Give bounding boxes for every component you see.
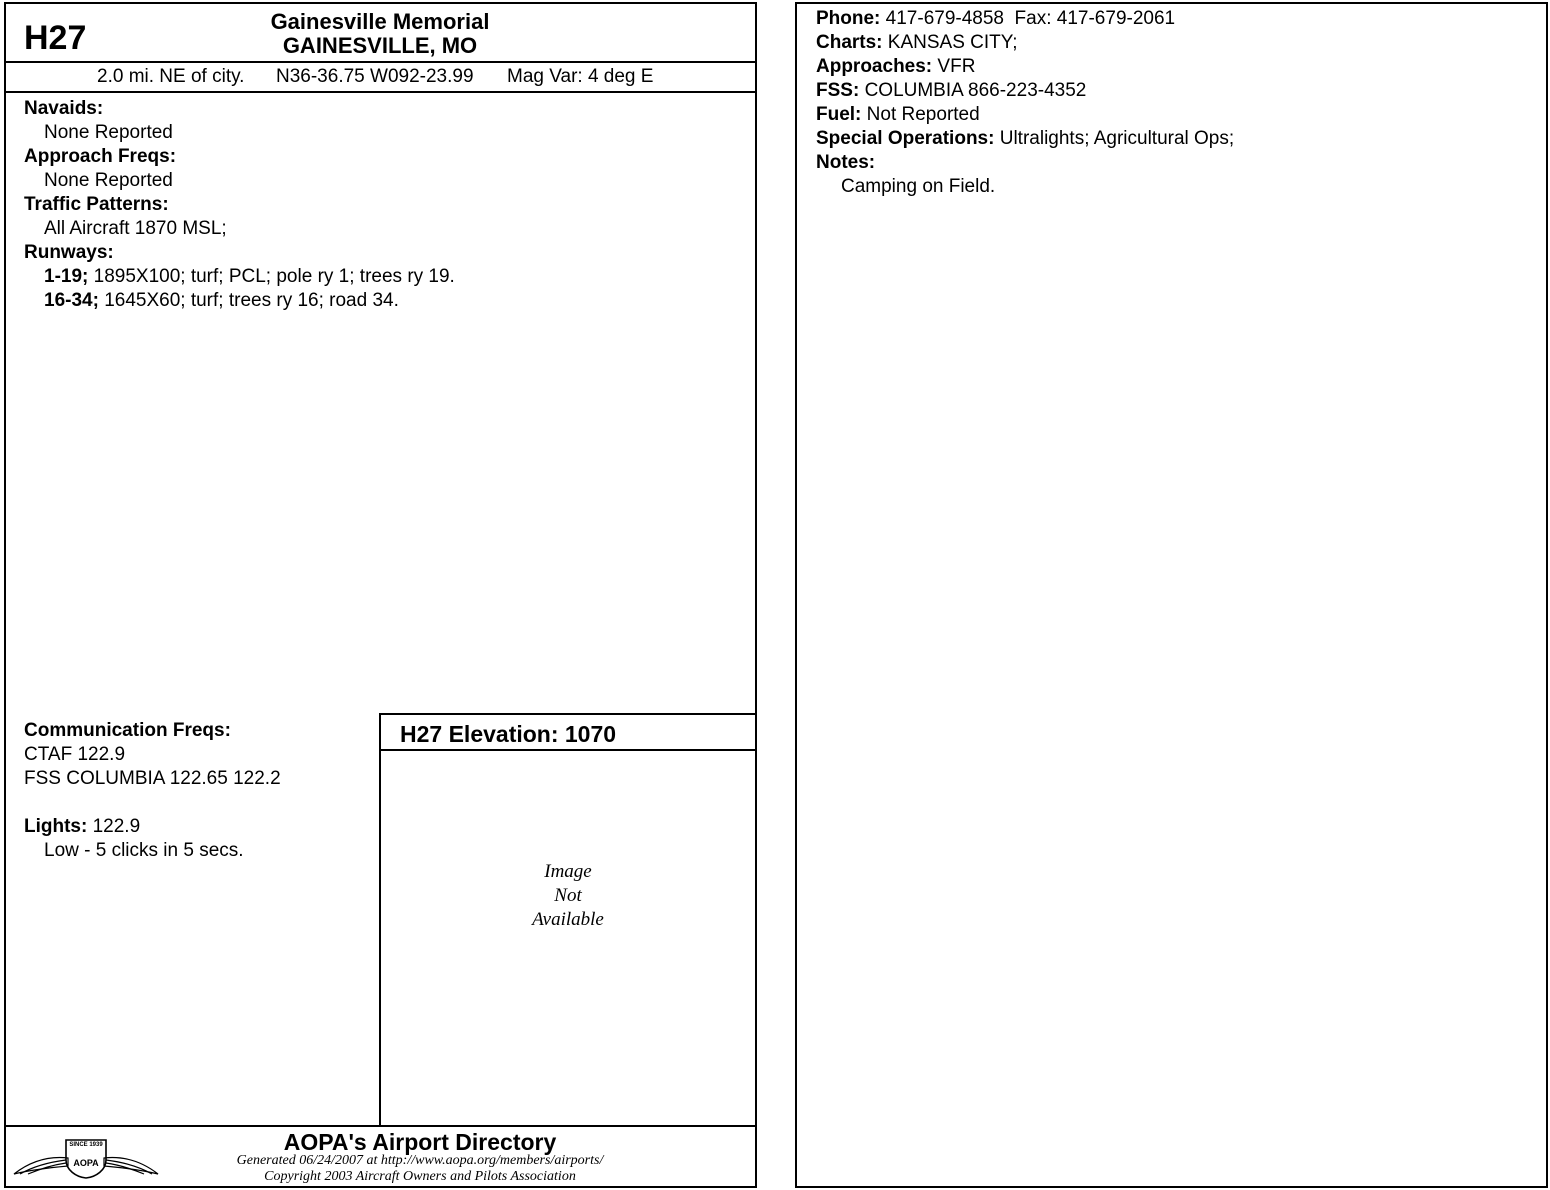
notes-value: Camping on Field.: [841, 176, 996, 197]
special-ops-value: Ultralights; Agricultural Ops;: [999, 128, 1235, 149]
fuel-value: Not Reported: [866, 104, 980, 125]
fss-label: FSS:: [816, 80, 860, 101]
special-ops-row: [816, 127, 1234, 151]
elevation-title: H27 Elevation: 1070: [400, 721, 617, 747]
fuel-label: Fuel:: [816, 104, 862, 125]
fss-value: COLUMBIA 866-223-4352: [864, 80, 1087, 101]
airport-id: H27: [24, 19, 87, 57]
runway-desc: 1645X60; turf; trees ry 16; road 34.: [104, 290, 399, 311]
fuel-row: [816, 103, 980, 127]
runway-id: 16-34;: [44, 290, 99, 311]
runways-label: Runways:: [24, 242, 114, 263]
traffic-patterns-value: All Aircraft 1870 MSL;: [44, 218, 227, 239]
runway-row: [44, 289, 399, 313]
navaids-label: Navaids:: [24, 98, 104, 119]
lights-label: Lights:: [24, 816, 88, 837]
header-divider: [4, 61, 757, 63]
special-ops-label: Special Operations:: [816, 128, 995, 149]
lights-detail: Low - 5 clicks in 5 secs.: [44, 840, 244, 861]
image-placeholder-line: Not: [554, 885, 582, 906]
traffic-patterns-label: Traffic Patterns:: [24, 194, 169, 215]
image-placeholder-line: Image: [544, 861, 592, 882]
navaids-value: None Reported: [44, 122, 173, 143]
footer-title: AOPA's Airport Directory: [283, 1129, 557, 1155]
charts-row: [816, 31, 1018, 55]
location-divider: [4, 91, 757, 93]
location-distance: 2.0 mi. NE of city.: [97, 66, 245, 87]
notes-label: Notes:: [816, 152, 876, 173]
phone-label: Phone:: [816, 8, 881, 29]
location-coords: N36-36.75 W092-23.99: [276, 66, 474, 87]
lights-row: [24, 815, 140, 839]
runway-id: 1-19;: [44, 266, 89, 287]
phone-value: 417-679-4858 Fax: 417-679-2061: [885, 8, 1176, 29]
lights-freq: 122.9: [92, 816, 141, 837]
comm-freq-line: FSS COLUMBIA 122.65 122.2: [24, 768, 281, 789]
image-placeholder-line: Available: [532, 909, 604, 930]
city-state: GAINESVILLE, MO: [282, 33, 478, 58]
fss-row: [816, 79, 1086, 103]
comm-freq-line: CTAF 122.9: [24, 744, 126, 765]
approaches-row: [816, 55, 975, 79]
phone-row: [816, 7, 1175, 31]
runway-row: [44, 265, 455, 289]
charts-value: KANSAS CITY;: [887, 32, 1018, 53]
approach-freqs-value: None Reported: [44, 170, 173, 191]
airport-name: Gainesville Memorial: [270, 9, 490, 34]
logo-text: AOPA: [73, 1158, 99, 1168]
approaches-label: Approaches:: [816, 56, 933, 77]
runway-desc: 1895X100; turf; PCL; pole ry 1; trees ry 19.: [93, 266, 455, 287]
elevation-divider: [379, 749, 757, 751]
footer-copyright: Copyright 2003 Aircraft Owners and Pilots Association: [264, 1169, 576, 1184]
elevation-box-top: [379, 713, 757, 715]
footer-generated: Generated 06/24/2007 at http://www.aopa.org/members/airports/: [236, 1153, 604, 1168]
comm-freqs-label: Communication Freqs:: [24, 720, 231, 741]
approaches-value: VFR: [937, 56, 976, 77]
charts-label: Charts:: [816, 32, 883, 53]
aopa-wings-logo: [10, 1130, 162, 1180]
logo-banner-text: SINCE 1939: [69, 1142, 103, 1148]
mag-var: Mag Var: 4 deg E: [507, 66, 654, 87]
footer-divider: [4, 1125, 757, 1127]
approach-freqs-label: Approach Freqs:: [24, 146, 177, 167]
